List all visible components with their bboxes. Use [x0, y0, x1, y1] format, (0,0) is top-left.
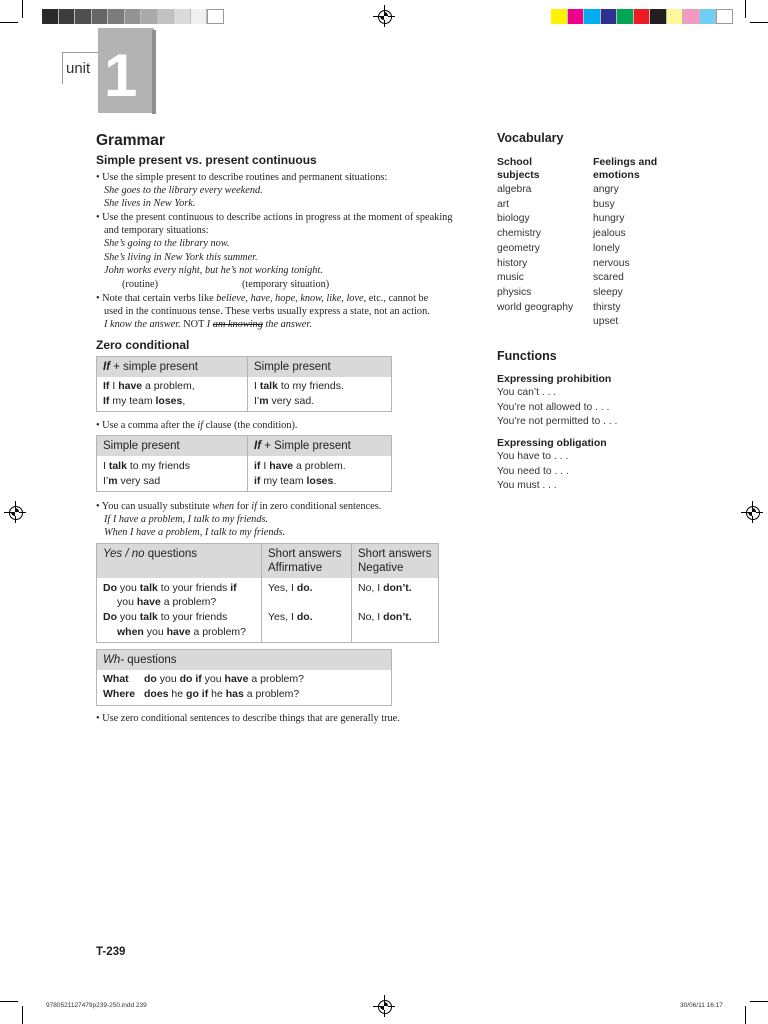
table-row: What do you do if you have a problem? — [103, 673, 304, 685]
feelings-emotions-list — [593, 183, 630, 330]
list-item: algebra — [497, 184, 532, 195]
table-header: Short answers Negative — [352, 544, 438, 578]
color-swatch — [191, 9, 208, 24]
color-swatch — [700, 9, 717, 24]
list-item: You need to . . . — [497, 465, 569, 477]
registration-mark-left — [8, 505, 22, 519]
grammar-bullet-continuation: used in the continuous tense. These verbs usually express a state, not an action. — [104, 306, 430, 317]
table-header: Simple present — [248, 357, 391, 377]
table-header: Short answers Affirmative — [262, 544, 352, 578]
prohibition-list — [497, 386, 617, 430]
list-item: art — [497, 198, 510, 210]
list-item: music — [497, 272, 524, 284]
color-swatch — [584, 9, 601, 24]
routine-label: (routine) — [122, 279, 159, 290]
list-item: history — [497, 257, 528, 269]
grammar-bullet-stative-verbs: • Note that certain verbs like believe, have, hope, know, like, love, etc., cannot be — [96, 293, 429, 304]
table-header: Simple present — [97, 436, 248, 456]
zero-conditional-heading: Zero conditional — [96, 338, 190, 352]
example-sentence: John works every night, but he’s not working tonight. — [104, 265, 323, 276]
unit-label: unit — [66, 60, 91, 77]
process-color-bar — [551, 9, 733, 24]
color-swatch — [59, 9, 76, 24]
table-cell: Yes, I do. — [268, 582, 313, 594]
list-item: hungry — [593, 213, 625, 225]
table-cell: I talk to my friends. — [254, 380, 344, 392]
feelings-emotions-heading: Feelings and emotions — [593, 156, 658, 181]
example-sentence: I know the answer. NOT I am knowing the answer. — [104, 319, 312, 330]
comma-rule-note: • Use a comma after the if clause (the condition). — [96, 420, 298, 431]
table-cell: you have a problem? — [117, 596, 217, 608]
example-sentence: She’s living in New York this summer. — [104, 252, 258, 263]
table-cell: Yes, I do. — [268, 611, 313, 623]
obligation-heading: Expressing obligation — [497, 437, 607, 449]
grayscale-color-bar — [42, 9, 224, 24]
grammar-bullet-simple-present: • Use the simple present to describe routines and permanent situations: — [96, 172, 388, 183]
generally-true-note: • Use zero conditional sentences to describe things that are generally true. — [96, 713, 400, 724]
crop-mark — [745, 1006, 746, 1024]
obligation-list — [497, 450, 569, 494]
school-subjects-heading: School subjects — [497, 156, 540, 181]
crop-mark — [22, 1006, 23, 1024]
registration-mark-right — [745, 505, 759, 519]
table-cell: I’m very sad — [103, 475, 161, 487]
table-cell: if I have a problem. — [254, 460, 346, 472]
table-cell: No, I don’t. — [358, 582, 412, 594]
crop-mark — [745, 0, 746, 18]
table-cell: I talk to my friends — [103, 460, 190, 472]
registration-mark-bottom — [377, 999, 391, 1013]
prohibition-heading: Expressing prohibition — [497, 373, 612, 385]
color-swatch — [75, 9, 92, 24]
list-item: scared — [593, 272, 624, 284]
color-swatch — [551, 9, 568, 24]
temporary-label: (temporary situation) — [242, 279, 330, 290]
example-sentence: If I have a problem, I talk to my friends. — [104, 514, 269, 525]
color-swatch — [716, 9, 733, 24]
list-item: world geography — [497, 301, 574, 313]
color-swatch — [207, 9, 224, 24]
list-item: You can’t . . . — [497, 387, 557, 398]
list-item: sleepy — [593, 286, 623, 298]
list-item: physics — [497, 286, 532, 298]
table-header: Yes / no questions — [97, 544, 262, 578]
unit-number: 1 — [104, 42, 138, 109]
crop-mark — [750, 22, 768, 23]
color-swatch — [601, 9, 618, 24]
list-item: You’re not permitted to . . . — [497, 416, 618, 428]
list-item: geometry — [497, 242, 540, 254]
grammar-heading: Grammar — [96, 132, 165, 149]
substitute-when-note: • You can usually substitute when for if in zero conditional sentences. — [96, 501, 382, 512]
unit-number-shadow — [152, 30, 156, 114]
table-cell: when you have a problem? — [117, 626, 246, 638]
list-item: You must . . . — [497, 480, 557, 492]
date-slug: 30/06/11 16:17 — [680, 1002, 723, 1009]
table-cell: Do you talk to your friends if — [103, 582, 237, 594]
list-item: angry — [593, 184, 619, 195]
crop-mark — [0, 1001, 18, 1002]
table-row: Where does he go if he has a problem? — [103, 688, 300, 700]
grammar-bullet-continuation: and temporary situations: — [104, 225, 209, 236]
list-item: You have to . . . — [497, 451, 569, 462]
list-item: You’re not allowed to . . . — [497, 401, 610, 413]
example-sentence: She goes to the library every weekend. — [104, 185, 263, 196]
list-item: thirsty — [593, 301, 621, 313]
table-cell: if my team loses. — [254, 475, 337, 487]
color-swatch — [667, 9, 684, 24]
list-item: upset — [593, 316, 619, 328]
list-item: lonely — [593, 242, 620, 254]
color-swatch — [125, 9, 142, 24]
list-item: biology — [497, 213, 530, 225]
school-subjects-list — [497, 183, 573, 315]
file-slug: 9780521127479p239-250.indd 239 — [46, 1002, 147, 1009]
color-swatch — [158, 9, 175, 24]
crop-mark — [750, 1001, 768, 1002]
registration-mark-top — [377, 9, 391, 23]
conditional-table-if-first — [96, 356, 392, 412]
color-swatch — [92, 9, 109, 24]
example-sentence: She lives in New York. — [104, 198, 196, 209]
color-swatch — [650, 9, 667, 24]
color-swatch — [108, 9, 125, 24]
color-swatch — [174, 9, 191, 24]
yes-no-questions-table — [96, 543, 439, 643]
wh-questions-table — [96, 649, 392, 706]
grammar-subheading: Simple present vs. present continuous — [96, 153, 317, 167]
crop-mark — [0, 22, 18, 23]
list-item: nervous — [593, 257, 630, 269]
list-item: jealous — [593, 228, 626, 240]
table-cell: If my team loses, — [103, 395, 186, 407]
color-swatch — [683, 9, 700, 24]
table-header: If + simple present — [97, 357, 248, 377]
table-header: Wh- questions — [97, 650, 391, 670]
color-swatch — [617, 9, 634, 24]
list-item: busy — [593, 198, 615, 210]
color-swatch — [634, 9, 651, 24]
functions-heading: Functions — [497, 349, 557, 363]
grammar-bullet-present-continuous: • Use the present continuous to describe actions in progress at the moment of speaking — [96, 212, 453, 223]
list-item: chemistry — [497, 228, 542, 240]
vocabulary-heading: Vocabulary — [497, 131, 564, 145]
color-swatch — [42, 9, 59, 24]
table-cell: Do you talk to your friends — [103, 611, 228, 623]
table-cell: No, I don’t. — [358, 611, 412, 623]
table-header: If + Simple present — [248, 436, 391, 456]
example-sentence: When I have a problem, I talk to my friends. — [104, 527, 286, 538]
example-sentence: She’s going to the library now. — [104, 238, 230, 249]
table-cell: If I have a problem, — [103, 380, 195, 392]
page-number: T-239 — [96, 946, 126, 958]
color-swatch — [141, 9, 158, 24]
table-cell: I’m very sad. — [254, 395, 315, 407]
crop-mark — [22, 0, 23, 18]
conditional-table-if-second — [96, 435, 392, 492]
color-swatch — [568, 9, 585, 24]
